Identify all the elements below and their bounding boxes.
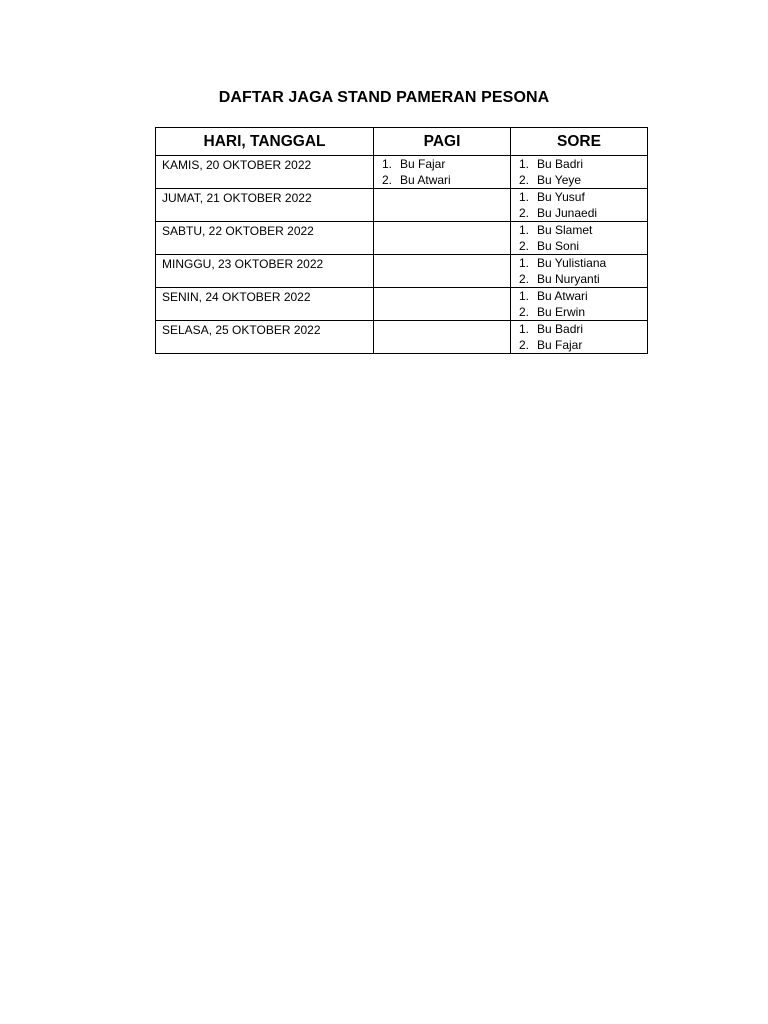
list-item — [519, 172, 647, 188]
pagi-cell — [374, 288, 511, 321]
person-name: Bu Fajar — [537, 338, 583, 352]
person-name: Bu Soni — [537, 239, 580, 253]
header-pagi: PAGI — [374, 128, 511, 156]
list-item — [519, 255, 647, 271]
day-label: MINGGU, 23 OKTOBER 2022 — [162, 257, 324, 271]
list-number: 1. — [519, 322, 530, 336]
list-item — [519, 304, 647, 320]
list-number: 1. — [519, 256, 530, 270]
list-number: 1. — [382, 157, 393, 171]
list-number: 2. — [519, 206, 530, 220]
sore-cell — [511, 288, 648, 321]
sore-name-list — [511, 156, 647, 188]
person-name: Bu Fajar — [400, 157, 446, 171]
sore-name-list — [511, 189, 647, 221]
list-item — [519, 189, 647, 205]
list-number: 2. — [519, 272, 530, 286]
list-item — [382, 172, 510, 188]
list-number: 1. — [519, 223, 530, 237]
day-label: SELASA, 25 OKTOBER 2022 — [162, 323, 321, 337]
list-item — [519, 238, 647, 254]
document-title: DAFTAR JAGA STAND PAMERAN PESONA — [218, 89, 550, 106]
list-item — [519, 222, 647, 238]
sore-name-list — [511, 222, 647, 254]
pagi-cell — [374, 255, 511, 288]
header-sore: SORE — [511, 128, 648, 156]
day-cell — [156, 189, 374, 222]
sore-name-list — [511, 288, 647, 320]
list-item — [382, 156, 510, 172]
day-label: KAMIS, 20 OKTOBER 2022 — [162, 158, 312, 172]
list-number: 2. — [382, 173, 393, 187]
list-item — [519, 205, 647, 221]
person-name: Bu Atwari — [537, 289, 588, 303]
person-name: Bu Slamet — [537, 223, 593, 237]
list-number: 2. — [519, 239, 530, 253]
day-cell — [156, 321, 374, 354]
pagi-cell — [374, 321, 511, 354]
list-number: 2. — [519, 173, 530, 187]
list-item — [519, 288, 647, 304]
list-number: 1. — [519, 190, 530, 204]
sore-cell — [511, 255, 648, 288]
day-cell — [156, 288, 374, 321]
day-label: SENIN, 24 OKTOBER 2022 — [162, 290, 311, 304]
list-item — [519, 156, 647, 172]
sore-cell — [511, 156, 648, 189]
person-name: Bu Badri — [537, 157, 584, 171]
table-row — [156, 321, 648, 354]
list-item — [519, 321, 647, 337]
person-name: Bu Nuryanti — [537, 272, 600, 286]
list-item — [519, 337, 647, 353]
sore-cell — [511, 222, 648, 255]
person-name: Bu Erwin — [537, 305, 586, 319]
table-row — [156, 222, 648, 255]
list-item — [519, 271, 647, 287]
table-row — [156, 288, 648, 321]
pagi-name-list — [374, 156, 510, 188]
pagi-cell — [374, 156, 511, 189]
pagi-cell — [374, 222, 511, 255]
person-name: Bu Atwari — [400, 173, 451, 187]
table-row — [156, 255, 648, 288]
table-header-row — [156, 128, 648, 156]
person-name: Bu Junaedi — [537, 206, 598, 220]
sore-name-list — [511, 321, 647, 353]
day-cell — [156, 156, 374, 189]
day-cell — [156, 222, 374, 255]
pagi-cell — [374, 189, 511, 222]
table-row — [156, 156, 648, 189]
list-number: 2. — [519, 305, 530, 319]
person-name: Bu Badri — [537, 322, 584, 336]
person-name: Bu Yusuf — [537, 190, 585, 204]
sore-cell — [511, 321, 648, 354]
schedule-table — [155, 127, 648, 354]
list-number: 1. — [519, 157, 530, 171]
day-cell — [156, 255, 374, 288]
person-name: Bu Yeye — [537, 173, 582, 187]
table-row — [156, 189, 648, 222]
sore-cell — [511, 189, 648, 222]
schedule-body — [156, 156, 648, 354]
day-label: JUMAT, 21 OKTOBER 2022 — [162, 191, 312, 205]
list-number: 2. — [519, 338, 530, 352]
person-name: Bu Yulistiana — [537, 256, 607, 270]
day-label: SABTU, 22 OKTOBER 2022 — [162, 224, 314, 238]
sore-name-list — [511, 255, 647, 287]
list-number: 1. — [519, 289, 530, 303]
header-day: HARI, TANGGAL — [156, 128, 374, 156]
